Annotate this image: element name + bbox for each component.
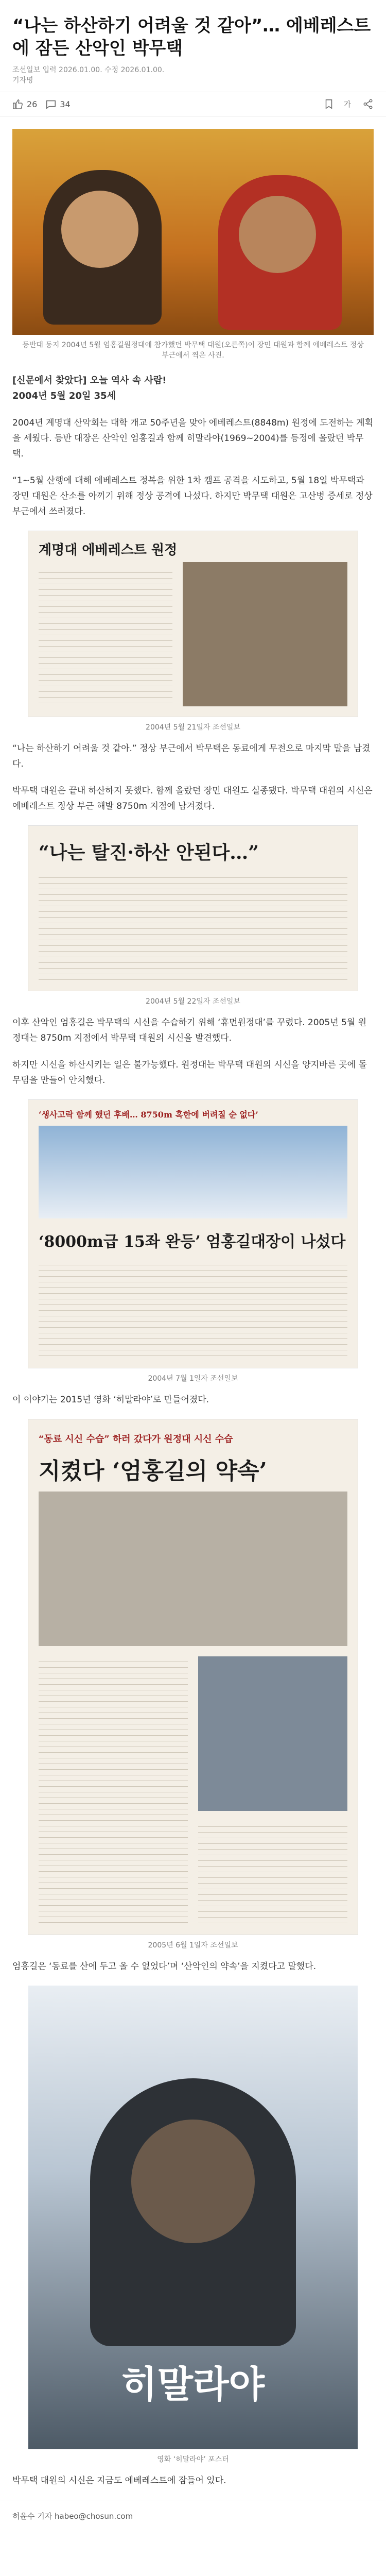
clip-kicker: ‘생사고락 함께 했던 후배… 8750m 혹한에 버려질 순 없다’ [39,1110,258,1120]
clip-caption: 2004년 5월 21일자 조선일보 [146,723,240,732]
article-title: “나는 하산하기 어려울 것 같아”… 에베레스트에 잠든 산악인 박무택 [12,15,371,59]
comment-button[interactable] [45,98,70,110]
svg-text:가: 가 [343,100,352,109]
article-dateline: 조선일보 입력 2026.01.00. 수정 2026.01.00. [12,66,165,74]
paragraph: 하지만 시신을 하산시키는 일은 불가능했다. 원정대는 박무택 대원의 시신을 양지바른 곳에 돌무덤을 만들어 안치했다. [12,1060,367,1086]
paragraph: 엄홍길은 ‘동료를 산에 두고 올 수 없었다’며 ‘산악인의 약속’을 지켰다고 말했다. [12,1961,317,1972]
clip-headline: ‘8000m급 15좌 완등’ 엄홍길대장이 나섰다 [39,1233,346,1251]
bookmark-icon[interactable] [323,98,335,110]
article-photo-climbers [12,129,374,335]
thumbs-up-icon [12,98,24,110]
paragraph: 박무택 대원의 시신은 지금도 에베레스트에 잠들어 있다. [12,2476,226,2486]
photo-caption: 등반대 동지 2004년 5월 엄홍길원정대에 참가했던 박무택 대원(오른쪽)이 장민 대원과 함께 에베레스트 정상 부근에서 찍은 사진. [22,341,364,360]
comment-icon [45,98,57,110]
clip-caption: 2004년 5월 22일자 조선일보 [146,997,240,1006]
paragraph: “1~5월 산행에 대해 에베레스트 정복을 위한 1차 캠프 공격을 시도하고, 5월 18일 박무택과 장민 대원은 산소를 아끼기 위해 정상 공격에 나섰다. 하지만 박무택 대원은 고산병 증세로 정상 부근에서 쓰러졌다. [12,476,373,517]
clip-kicker: “동료 시신 수습” 하러 갔다가 원정대 시신 수습 [39,1434,233,1445]
newspaper-clip-4 [28,1419,358,1935]
lead-source: [신문에서 찾았다] 오늘 역사 속 사람! [12,375,167,386]
clip-caption: 2005년 6월 1일자 조선일보 [148,1941,238,1950]
like-button[interactable] [12,98,37,110]
paragraph: 이 이야기는 2015년 영화 ‘히말라야’로 만들어졌다. [12,1395,209,1405]
share-icon[interactable] [362,98,374,110]
clip-caption: 2004년 7월 1일자 조선일보 [148,1375,238,1383]
newspaper-clip-3 [28,1099,358,1368]
poster-caption: 영화 ‘히말라야’ 포스터 [157,2455,229,2464]
clip-headline: 계명대 에베레스트 원정 [39,543,178,558]
article-toolbar [0,92,386,116]
lead-date: 2004년 5월 20일 35세 [12,391,116,401]
paragraph: “나는 하산하기 어려울 것 같아.” 정상 부근에서 박무택은 동료에게 무전으로 마지막 말을 남겼다. [12,743,371,769]
reporter-footer: 허윤수 기자 habeo@chosun.com [0,2500,386,2532]
movie-poster [28,1986,358,2449]
paragraph: 2004년 계명대 산악회는 대학 개교 50주년을 맞아 에베레스트(8848m) 원정에 도전하는 계획을 세웠다. 등반 대장은 산악인 엄홍길과 함께 히말라야(1969~2004)를 등정에 올랐던 박무택. [12,418,374,459]
font-size-icon[interactable] [343,98,354,110]
newspaper-clip-2 [28,825,358,991]
paragraph: 박무택 대원은 끝내 하산하지 못했다. 함께 올랐던 장민 대원도 실종됐다. 박무택 대원의 시신은 에베레스트 정상 부근 해발 8750m 지점에 남겨졌다. [12,786,373,811]
comment-count: 34 [60,99,71,109]
poster-title: 히말라야 [121,2363,265,2406]
paragraph: 이후 산악인 엄홍길은 박무택의 시신을 수습하기 위해 ‘휴먼원정대’를 꾸렸다. 2005년 5월 원정대는 8750m 지점에서 박무택 대원의 시신을 발견했다. [12,1018,367,1043]
clip-headline: 지켰다 ‘엄홍길의 약속’ [39,1458,267,1484]
clip-headline: “나는 탈진·하산 안된다…” [39,842,259,863]
newspaper-clip-1 [28,531,358,717]
article-byline: 기자명 [12,76,33,84]
like-count: 26 [27,99,38,109]
article-meta [0,65,386,92]
